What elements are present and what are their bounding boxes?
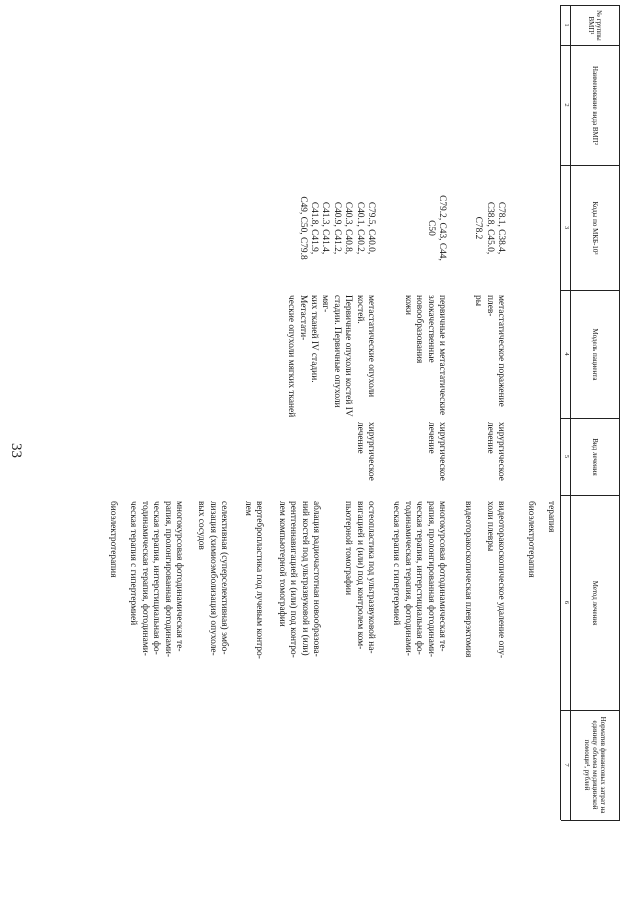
method-cell: аблация радиочастотная новообразова- ний костей под ультразвуковой и (или) рентгеннавигацией и (или) под контро- лем компьютерной томографии [276, 501, 321, 658]
icd-codes-cell: C78.1, C38.4, C38.8, C45.0, C78.2 [473, 201, 506, 255]
icd-codes-cell: C79.5, C40.0, C40.1, C40.2, C40.3, C40.8, C40.9, C41.2, C41.3, C41.4, C41.8, C41.9, C49, C50, C79.8 [297, 196, 376, 260]
header-patient-model: Модель пациента [591, 328, 599, 381]
column-number: 2 [563, 103, 570, 107]
method-cell: вертебропластика под лучевым контро- лем [242, 501, 264, 659]
table [20, 5, 620, 890]
header-cost-norm: Норматив финансовых затрат на единицу объема медицинской помощи⁴, рублей [583, 716, 607, 814]
header-top-border [619, 5, 620, 820]
header-treatment-type: Вид лечения [591, 438, 599, 476]
patient-model-cell: первичные и метастатические злокачественные новообразования кожи [402, 295, 447, 416]
column-number: 1 [563, 23, 570, 27]
method-cell: видеоторакоскопическое удаление опу- холи плевры [484, 501, 506, 659]
method-cell: биоэлектротерапия [108, 501, 118, 578]
method-cell: селективная (суперселективная) эмбо- лизация (химиоэмболизация) опухоле- вых сосудов [196, 501, 229, 656]
page-number: 33 [8, 443, 24, 458]
column-number: 3 [563, 225, 570, 230]
patient-model-cell: метастатическое поражение плев- ры [473, 295, 506, 407]
method-cell: видеоторакоскопическая плеврэктомия [463, 501, 473, 658]
method-cell: биоэлектротерапия [526, 501, 536, 578]
patient-model-cell: метастатические опухоли костей. Первичные опухоли костей IV стадии. Первичные опухоли мяг- ких тканей IV стадии. Метастати- ческие опухоли мягких тканей [286, 295, 376, 418]
treatment-type-cell: хирургическое лечение [354, 422, 376, 481]
column-divider [561, 820, 620, 821]
method-cell: остеопластика под ультразвуковой на- вигацией и (или) под контролем ком- пьютерной томографии [343, 501, 376, 654]
icd-codes-cell: C79.2, C43, C44, C50 [425, 195, 447, 261]
header-vmp-name: Наименование вида ВМП² [591, 66, 599, 145]
header-group-number: № группы ВМП¹ [587, 10, 603, 41]
treatment-type-cell: хирургическое лечение [484, 422, 506, 481]
treatment-type-cell: хирургическое лечение [425, 422, 447, 481]
header-treatment-method: Метод лечения [591, 580, 599, 626]
column-number: 7 [563, 763, 570, 767]
method-cell: терапия [546, 501, 556, 533]
method-cell: многокурсовая фотодинамическая те- рапия, пролонгированная фотодинами- ческая терапия, интерстициальная фо- тодинамическая терапия, фотодинами- ческая терапия с гипертермией [128, 501, 184, 658]
column-number: 6 [563, 600, 570, 605]
column-number: 4 [563, 352, 570, 356]
column-number: 5 [563, 454, 570, 459]
header-icd-codes: Коды по МКБ-10³ [591, 201, 599, 255]
method-cell: многокурсовая фотодинамическая те- рапия, пролонгированная фотодинами- ческая терапия, интерстициальная фо- тодинамическая терапия, фотодинами- ческая терапия с гипертермией [391, 501, 447, 658]
